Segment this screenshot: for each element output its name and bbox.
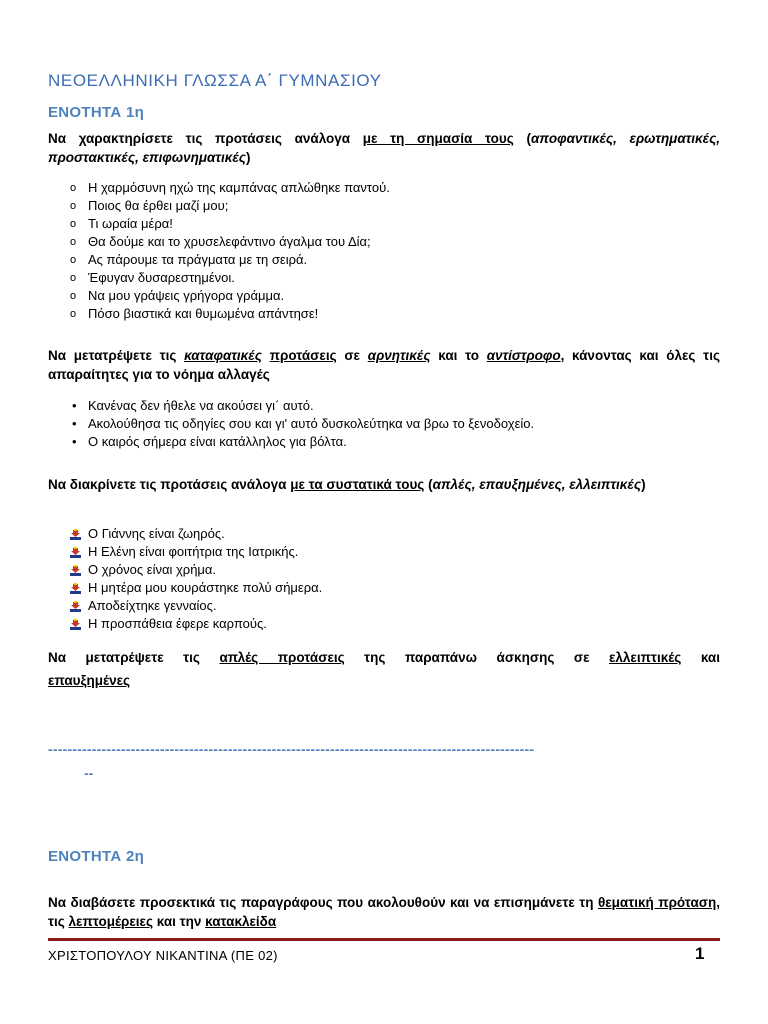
list-item <box>70 251 390 269</box>
exercise-2-list <box>70 397 534 451</box>
list-item-text: Ακολούθησα τις οδηγίες σου και γι' αυτό δυσκολεύτηκα να βρω το ξενοδοχείο. <box>88 416 535 431</box>
list-item <box>70 525 322 543</box>
circle-bullet-icon: o <box>70 290 77 302</box>
list-item <box>70 561 322 579</box>
footer-rule <box>48 938 720 941</box>
exercise-3-list <box>70 525 322 633</box>
list-item-text: Η Ελένη είναι φοιτήτρια της Ιατρικής. <box>88 544 299 559</box>
circle-bullet-icon: o <box>70 308 77 320</box>
document-title: ΝΕΟΕΛΛΗΝΙΚΗ ΓΛΩΣΣΑ Α΄ ΓΥΜΝΑΣΙΟΥ <box>48 71 382 90</box>
exercise-5-instructions: Να διαβάσετε προσεκτικά τις παραγράφους που ακολουθούν και να επισημάνετε τη θεματική πρόταση, τις λεπτομέρειες και την κατακλείδα <box>48 895 720 929</box>
list-item <box>70 287 390 305</box>
section-heading-1: ΕΝΟΤΗΤΑ 1η <box>48 104 145 121</box>
circle-bullet-icon: o <box>70 236 77 248</box>
dot-bullet-icon: • <box>72 416 77 431</box>
list-item <box>70 215 390 233</box>
arrow-bullet-icon <box>70 619 81 630</box>
list-item <box>70 397 534 415</box>
dot-bullet-icon: • <box>72 434 77 449</box>
list-item-text: Κανένας δεν ήθελε να ακούσει γι΄ αυτό. <box>88 398 314 413</box>
list-item-text: Ο καιρός σήμερα είναι κατάλληλος για βόλτα. <box>88 434 347 449</box>
arrow-bullet-icon <box>70 529 81 540</box>
arrow-bullet-icon <box>70 565 81 576</box>
circle-bullet-icon: o <box>70 182 77 194</box>
list-item-text: Αποδείχτηκε γενναίος. <box>88 598 217 613</box>
list-item-text: Ας πάρουμε τα πράγματα με τη σειρά. <box>88 252 308 267</box>
footer-author: ΧΡΙΣΤΟΠΟΥΛΟΥ ΝΙΚΑΝΤΙΝΑ (ΠΕ 02) <box>48 948 278 963</box>
circle-bullet-icon: o <box>70 218 77 230</box>
list-item <box>70 597 322 615</box>
arrow-bullet-icon <box>70 601 81 612</box>
dashed-separator: ---------------------------------------------------------------------------------------------------- <box>48 741 535 757</box>
dashed-separator-continuation: -- <box>84 765 94 781</box>
arrow-bullet-icon <box>70 547 81 558</box>
arrow-bullet-icon <box>70 583 81 594</box>
list-item <box>70 269 390 287</box>
list-item <box>70 197 390 215</box>
list-item <box>70 305 390 323</box>
list-item-text: Ο χρόνος είναι χρήμα. <box>88 562 217 577</box>
list-item-text: Έφυγαν δυσαρεστημένοι. <box>88 270 235 285</box>
exercise-3-instructions: Να διακρίνετε τις προτάσεις ανάλογα με τα συστατικά τους (απλές, επαυξημένες, ελλειπτικές) <box>48 477 646 492</box>
exercise-4-instructions-line2: επαυξημένες <box>48 673 131 688</box>
list-item <box>70 579 322 597</box>
list-item <box>70 179 390 197</box>
list-item-text: Θα δούμε και το χρυσελεφάντινο άγαλμα του Δία; <box>88 234 371 249</box>
list-item <box>70 233 390 251</box>
list-item-text: Τι ωραία μέρα! <box>88 216 173 231</box>
exercise-1-list <box>70 179 390 323</box>
list-item-text: Να μου γράψεις γρήγορα γράμμα. <box>88 288 285 303</box>
list-item <box>70 615 322 633</box>
list-item <box>70 415 534 433</box>
circle-bullet-icon: o <box>70 254 77 266</box>
dot-bullet-icon: • <box>72 398 77 413</box>
list-item <box>70 543 322 561</box>
page-number: 1 <box>695 944 705 963</box>
exercise-1-instructions: Να χαρακτηρίσετε τις προτάσεις ανάλογα με τη σημασία τους (αποφαντικές, ερωτηματικές, προστακτικές, επιφωνηματικές) <box>48 131 721 165</box>
circle-bullet-icon: o <box>70 272 77 284</box>
list-item <box>70 433 534 451</box>
list-item-text: Η προσπάθεια έφερε καρπούς. <box>88 616 267 631</box>
list-item-text: Πόσο βιαστικά και θυμωμένα απάντησε! <box>88 306 319 321</box>
circle-bullet-icon: o <box>70 200 77 212</box>
list-item-text: Ποιος θα έρθει μαζί μου; <box>88 198 229 213</box>
exercise-4-instructions: Να μετατρέψετε τις απλές προτάσεις της παραπάνω άσκησης σε ελλειπτικές και <box>48 650 720 665</box>
section-heading-2: ΕΝΟΤΗΤΑ 2η <box>48 848 145 865</box>
list-item-text: Η μητέρα μου κουράστηκε πολύ σήμερα. <box>88 580 323 595</box>
exercise-2-instructions: Να μετατρέψετε τις καταφατικές προτάσεις σε αρνητικές και το αντίστροφο, κάνοντας και όλες τις απαραίτητες για το νόημα αλλαγές <box>48 348 720 382</box>
list-item-text: Ο Γιάννης είναι ζωηρός. <box>88 526 225 541</box>
list-item-text: Η χαρμόσυνη ηχώ της καμπάνας απλώθηκε παντού. <box>88 180 390 195</box>
